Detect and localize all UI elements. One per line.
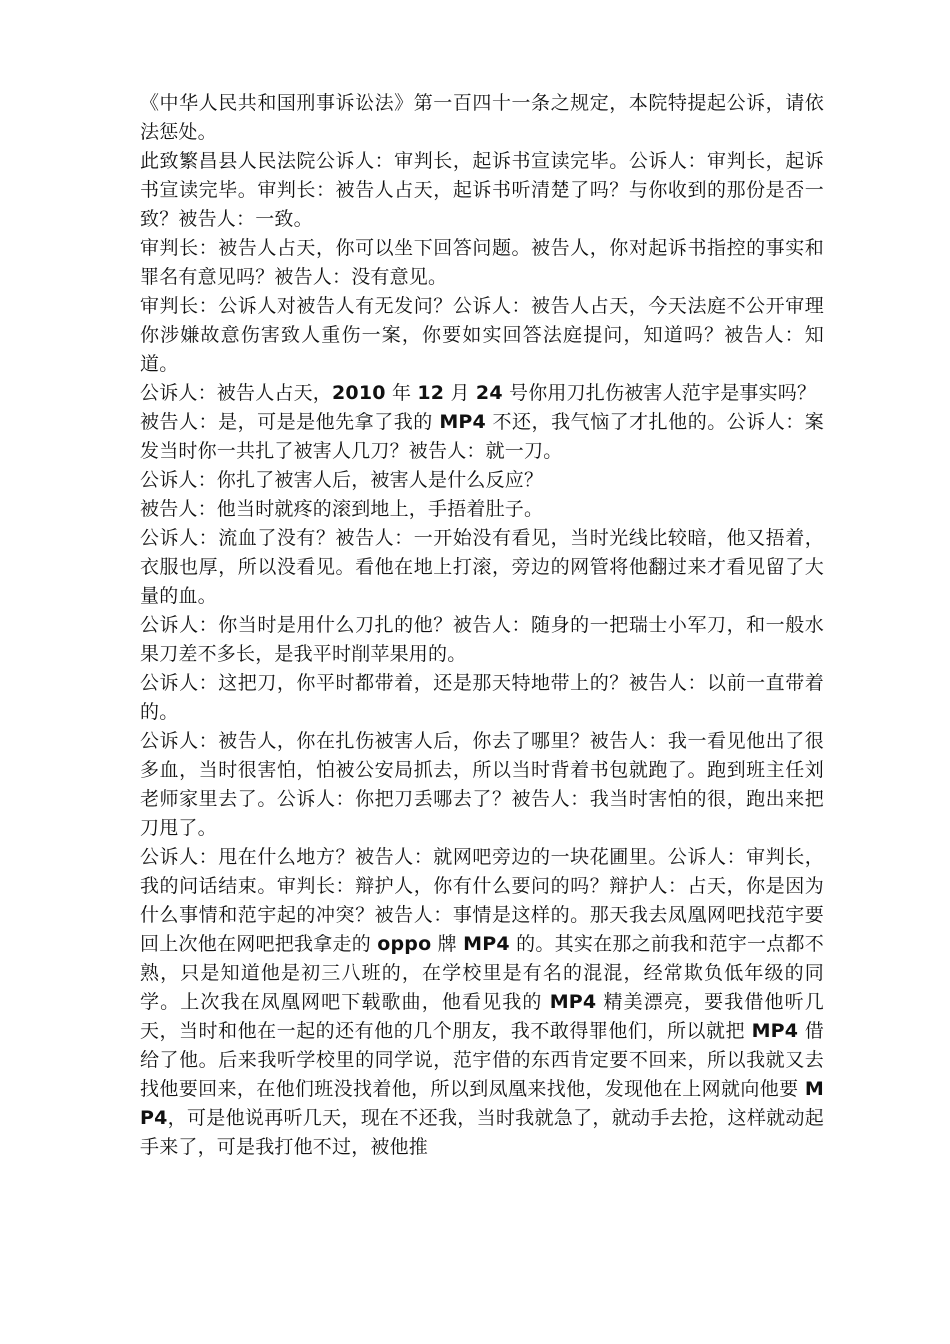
paragraph-6: 被告人：是，可是是他先拿了我的 MP4 不还，我气恼了才扎他的。公诉人：案发当时你一共扎了被害人几刀？被告人：就一刀。 — [140, 411, 824, 462]
paragraph-7: 公诉人：你扎了被害人后，被害人是什么反应？ — [140, 469, 544, 491]
latin-run: MP4 — [463, 933, 510, 955]
paragraph-1: 《中华人民共和国刑事诉讼法》第一百四十一条之规定，本院特提起公诉，请依法惩处。 — [140, 92, 824, 143]
paragraph-10: 公诉人：你当时是用什么刀扎的他？被告人：随身的一把瑞士小军刀，和一般水果刀差不多长，是我平时削苹果用的。 — [140, 614, 824, 665]
latin-run: 2010 — [332, 382, 386, 404]
paragraph-8: 被告人：他当时就疼的滚到地上，手捂着肚子。 — [140, 498, 544, 520]
document-page — [140, 89, 824, 1162]
paragraph-5: 公诉人：被告人占天，2010 年 12 月 24 号你用刀扎伤被害人范宇是事实吗？ — [140, 382, 817, 404]
paragraph-2: 此致繁昌县人民法院公诉人：审判长，起诉书宣读完毕。公诉人：审判长，起诉书宣读完毕。审判长：被告人占天，起诉书听清楚了吗？与你收到的那份是否一致？被告人：一致。 — [140, 150, 824, 230]
paragraph-11: 公诉人：这把刀，你平时都带着，还是那天特地带上的？被告人：以前一直带着的。 — [140, 672, 824, 723]
latin-run: MP4 — [751, 1020, 799, 1042]
latin-run: MP4 — [439, 411, 486, 433]
paragraph-12: 公诉人：被告人，你在扎伤被害人后，你去了哪里？被告人：我一看见他出了很多血，当时很害怕，怕被公安局抓去，所以当时背着书包就跑了。跑到班主任刘老师家里去了。公诉人：你把刀丢哪去了？被告人：我当时害怕的很，跑出来把刀甩了。 — [140, 730, 824, 839]
latin-run: oppo — [377, 933, 432, 955]
paragraph-3: 审判长：被告人占天，你可以坐下回答问题。被告人，你对起诉书指控的事实和罪名有意见吗？被告人：没有意见。 — [140, 237, 824, 288]
latin-run: MP4 — [140, 1078, 824, 1129]
paragraph-4: 审判长：公诉人对被告人有无发问？公诉人：被告人占天，今天法庭不公开审理你涉嫌故意伤害致人重伤一案，你要如实回答法庭提问，知道吗？被告人：知道。 — [140, 295, 824, 375]
paragraph-13: 公诉人：甩在什么地方？被告人：就网吧旁边的一块花圃里。公诉人：审判长，我的问话结束。审判长：辩护人，你有什么要问的吗？辩护人：占天，你是因为什么事情和范宇起的冲突？被告人：事情是这样的。那天我去凤凰网吧找范宇要回上次他在网吧把我拿走的 oppo 牌 MP4 的。其实在那之前我和范宇一点都不熟，只是知道他是初三八班的，在学校里是有名的混混，经常欺负低年级的同学。上次我在凤凰网吧下载歌曲，他看见我的 MP4 精美漂亮，要我借他听几天，当时和他在一起的还有他的几个朋友，我不敢得罪他们，所以就把 MP4 借给了他。后来我听学校里的同学说，范宇借的东西肯定要不回来，所以我就又去找他要回来，在他们班没找着他，所以到凤凰来找他，发现他在上网就向他要 MP4，可是他说再听几天，现在不还我，当时我就急了，就动手去抢，这样就动起手来了，可是我打他不过，被他推 — [140, 846, 824, 1158]
latin-run: 12 — [417, 382, 445, 404]
paragraph-9: 公诉人：流血了没有？被告人：一开始没有看见，当时光线比较暗，他又捂着，衣服也厚，所以没看见。看他在地上打滚，旁边的网管将他翻过来才看见留了大量的血。 — [140, 527, 824, 607]
latin-run: 24 — [475, 382, 503, 404]
latin-run: MP4 — [549, 991, 597, 1013]
